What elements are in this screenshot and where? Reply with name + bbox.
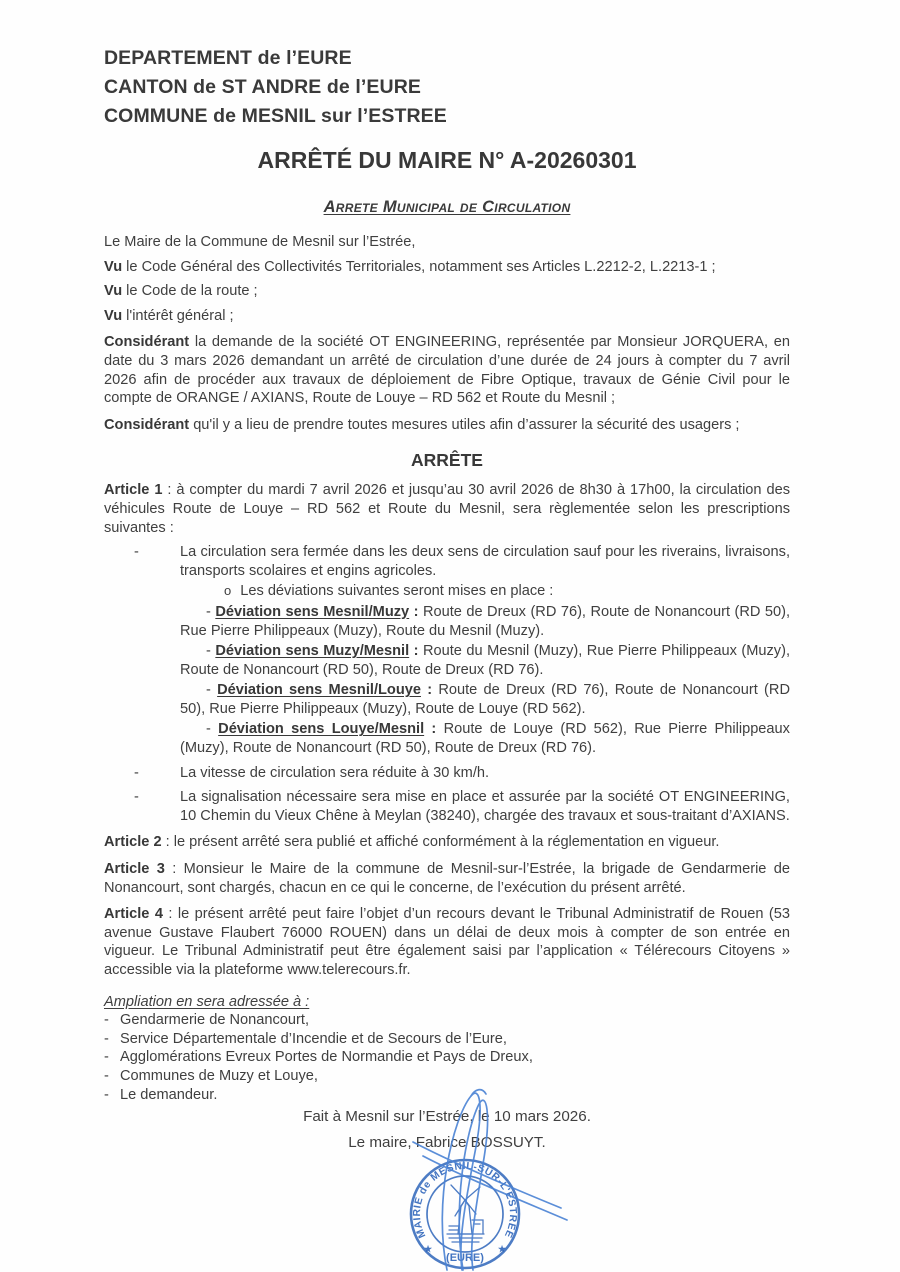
- stamp-svg: [405, 1154, 525, 1272]
- vu-label: Vu: [104, 283, 123, 300]
- ampliation-list: [104, 1011, 790, 1104]
- rule-body: [180, 543, 790, 758]
- decree-title: ARRÊTÉ DU MAIRE N° A-20260301: [257, 147, 637, 173]
- dash-bullet: -: [206, 682, 218, 699]
- ampliation-heading-text: Ampliation en sera adressée à :: [104, 993, 310, 1010]
- deviation-lead: Déviation sens Muzy/Mesnil: [215, 643, 410, 660]
- article-separator: :: [162, 482, 177, 499]
- considerant-text: la demande de la société OT ENGINEERING, représentée par Monsieur JORQUERA, en date du 3 mars 2026 demandant un arrêté de circulation d’une durée de 24 jours à compter du 7 avril 2026 afin de procéder aux travaux de déploiement de Fibre Optique, travaux de Génie Civil pour le compte de ORANGE / AXIANS, Route de Louye – RD 562 et Route du Mesnil ;: [104, 334, 790, 407]
- ampliation-heading: [104, 993, 790, 1012]
- dash-bullet: -: [206, 643, 216, 660]
- ampliation-text: Gendarmerie de Nonancourt,: [120, 1012, 310, 1029]
- article-separator: :: [161, 834, 174, 851]
- ampliation-item-2: [104, 1030, 790, 1049]
- considerant-paragraph-1: [104, 333, 790, 407]
- ampliation-item-4: [104, 1067, 790, 1086]
- deviation-item-4: [180, 720, 790, 757]
- deviation-text: Route du Mesnil (Muzy), Rue Pierre Philippeaux (Muzy), Route de Nonancourt (RD 50), Route de Dreux (RD 76).: [180, 643, 790, 678]
- article-3-paragraph: [104, 860, 790, 897]
- article-2-paragraph: [104, 833, 790, 852]
- article-label: Article 3: [104, 861, 165, 878]
- vu-paragraph-3: [104, 307, 790, 326]
- deviation-text: Route de Dreux (RD 76), Route de Nonancourt (RD 50), Rue Pierre Philippeaux (Muzy), Route du Mesnil (Muzy).: [180, 603, 790, 639]
- dash-bullet: -: [104, 1030, 109, 1047]
- ampliation-item-5: [104, 1086, 790, 1105]
- ampliation-item-1: [104, 1011, 790, 1030]
- article-label: Article 1: [104, 482, 163, 499]
- closing-signatory: Le maire, Fabrice BOSSUYT.: [348, 1134, 546, 1151]
- considerant-label: Considérant: [104, 334, 190, 351]
- stamp-ring-textpath: MAIRIE de MESNIL-SUR-L'ESTRÉE: [411, 1160, 519, 1240]
- deviation-text: Route de Dreux (RD 76), Route de Nonancourt (RD 50), Rue Pierre Philippeaux (Muzy), Route de Louye (RD 562).: [180, 682, 790, 717]
- dash-bullet: -: [104, 1049, 109, 1066]
- dash-bullet: -: [104, 1012, 109, 1029]
- vu-label: Vu: [104, 258, 123, 275]
- dash-bullet: -: [134, 544, 139, 561]
- rule-text: La circulation sera fermée dans les deux sens de circulation sauf pour les riverains, livraisons, transports scolaires et engins agricoles.: [180, 544, 790, 579]
- arrete-heading: ARRÊTE: [411, 450, 483, 471]
- article-text: le présent arrêté sera publié et affiché conformément à la réglementation en vigueur.: [173, 834, 720, 851]
- rule-text: La vitesse de circulation sera réduite à 30 km/h.: [180, 764, 490, 781]
- dash-bullet: -: [206, 603, 216, 620]
- stamp-bottom-text: (EURE): [446, 1252, 484, 1264]
- rule-item-signage: [104, 788, 790, 825]
- article-label: Article 4: [104, 906, 163, 923]
- article-text: le présent arrêté peut faire l’objet d’un recours devant le Tribunal Administratif de Rouen (53 avenue Gustave Flaubert 76000 ROUEN) dans un délai de deux mois à compter de son entrée en vigueur. Le Tribunal Administratif peut être également saisi par l’application « Télérecours Citoyens » accessible via la plateforme www.telerecours.fr.: [104, 906, 791, 978]
- header-line-commune: COMMUNE de MESNIL sur l’ESTREE: [104, 105, 447, 127]
- deviation-item-2: [180, 642, 790, 679]
- document-content: [104, 44, 790, 1104]
- deviation-separator: :: [424, 721, 444, 738]
- deviation-lead: Déviation sens Mesnil/Louye: [217, 682, 421, 699]
- rule-text: La signalisation nécessaire sera mise en place et assurée par la société OT ENGINEERING, 10 Chemin du Vieux Chêne à Meylan (38240), chargée des travaux et sous-traitant d’AXIANS.: [180, 789, 790, 824]
- article-separator: :: [162, 906, 178, 923]
- closing-block: [104, 1104, 790, 1156]
- dash-bullet: -: [104, 1067, 109, 1084]
- vu-paragraph-2: [104, 282, 790, 301]
- rule-item-speed: [104, 764, 790, 783]
- windmill-illustration-icon: [447, 1185, 484, 1242]
- stamp-inner-ring: [427, 1176, 503, 1252]
- closing-place-date: Fait à Mesnil sur l’Estrée, le 10 mars 2026.: [303, 1108, 591, 1125]
- deviation-separator: :: [409, 603, 423, 620]
- ampliation-text: Agglomérations Evreux Portes de Normandie et Pays de Dreux,: [120, 1049, 533, 1066]
- deviation-separator: :: [409, 643, 423, 660]
- deviation-lead: Déviation sens Mesnil/Muzy: [215, 603, 410, 620]
- deviation-text: Route de Louye (RD 562), Rue Pierre Philippeaux (Muzy), Route de Nonancourt (RD 50), Route de Dreux (RD 76).: [180, 721, 790, 757]
- header-block: [104, 44, 790, 131]
- article-text: à compter du mardi 7 avril 2026 et jusqu’au 30 avril 2026 de 8h30 à 17h00, la circulation des véhicules Route de Louye – RD 562 et Route du Mesnil, sera règlementée selon les prescriptions suivantes :: [104, 482, 790, 536]
- deviations-intro: [224, 582, 790, 601]
- dash-bullet: -: [134, 789, 139, 806]
- ampliation-item-3: [104, 1048, 790, 1067]
- vu-paragraph-1: [104, 258, 790, 277]
- rule-item-closure: [104, 543, 790, 758]
- circle-bullet: o: [224, 583, 232, 599]
- star-icon: ★: [423, 1244, 433, 1254]
- ampliation-text: Service Départementale d’Incendie et de Secours de l’Eure,: [120, 1030, 507, 1047]
- considerant-text: qu'il y a lieu de prendre toutes mesures utiles afin d’assurer la sécurité des usagers ;: [189, 416, 740, 433]
- vu-text: le Code Général des Collectivités Territoriales, notamment ses Articles L.2212-2, L.2213-1 ;: [122, 258, 716, 275]
- deviation-item-3: [180, 681, 790, 718]
- vu-text: le Code de la route ;: [122, 283, 258, 300]
- article-label: Article 2: [104, 834, 162, 851]
- municipal-stamp: [405, 1154, 525, 1272]
- intro-line: Le Maire de la Commune de Mesnil sur l’Estrée,: [104, 234, 416, 250]
- article-text: Monsieur le Maire de la commune de Mesnil-sur-l’Estrée, la brigade de Gendarmerie de Nonancourt, sont chargés, chacun en ce qui le concerne, de l’exécution du présent arrêté.: [104, 861, 790, 896]
- decree-subtitle: [104, 196, 790, 218]
- header-line-canton: CANTON de ST ANDRE de l’EURE: [104, 76, 421, 98]
- rule-body: [180, 764, 790, 783]
- star-icon: ★: [497, 1244, 507, 1254]
- dash-bullet: -: [134, 764, 139, 781]
- deviation-item-1: [180, 603, 790, 640]
- vu-text: l'intérêt général ;: [122, 307, 234, 324]
- article-1-paragraph: [104, 481, 790, 537]
- article-separator: :: [164, 861, 184, 878]
- rule-body: [180, 788, 790, 825]
- considerant-label: Considérant: [104, 416, 190, 433]
- article-4-paragraph: [104, 905, 790, 979]
- header-line-department: DEPARTEMENT de l’EURE: [104, 47, 352, 69]
- decree-subtitle-text: Arrete Municipal de Circulation: [323, 198, 571, 216]
- dash-bullet: -: [104, 1086, 109, 1103]
- vu-label: Vu: [104, 307, 123, 324]
- deviation-lead: Déviation sens Louye/Mesnil: [218, 721, 425, 738]
- ampliation-text: Le demandeur.: [120, 1086, 218, 1103]
- rules-list: [104, 543, 790, 825]
- ampliation-text: Communes de Muzy et Louye,: [120, 1067, 318, 1084]
- deviation-separator: :: [420, 682, 439, 699]
- deviations-intro-text: Les déviations suivantes seront mises en place :: [240, 583, 554, 600]
- dash-bullet: -: [206, 721, 219, 738]
- considerant-paragraph-2: [104, 416, 790, 435]
